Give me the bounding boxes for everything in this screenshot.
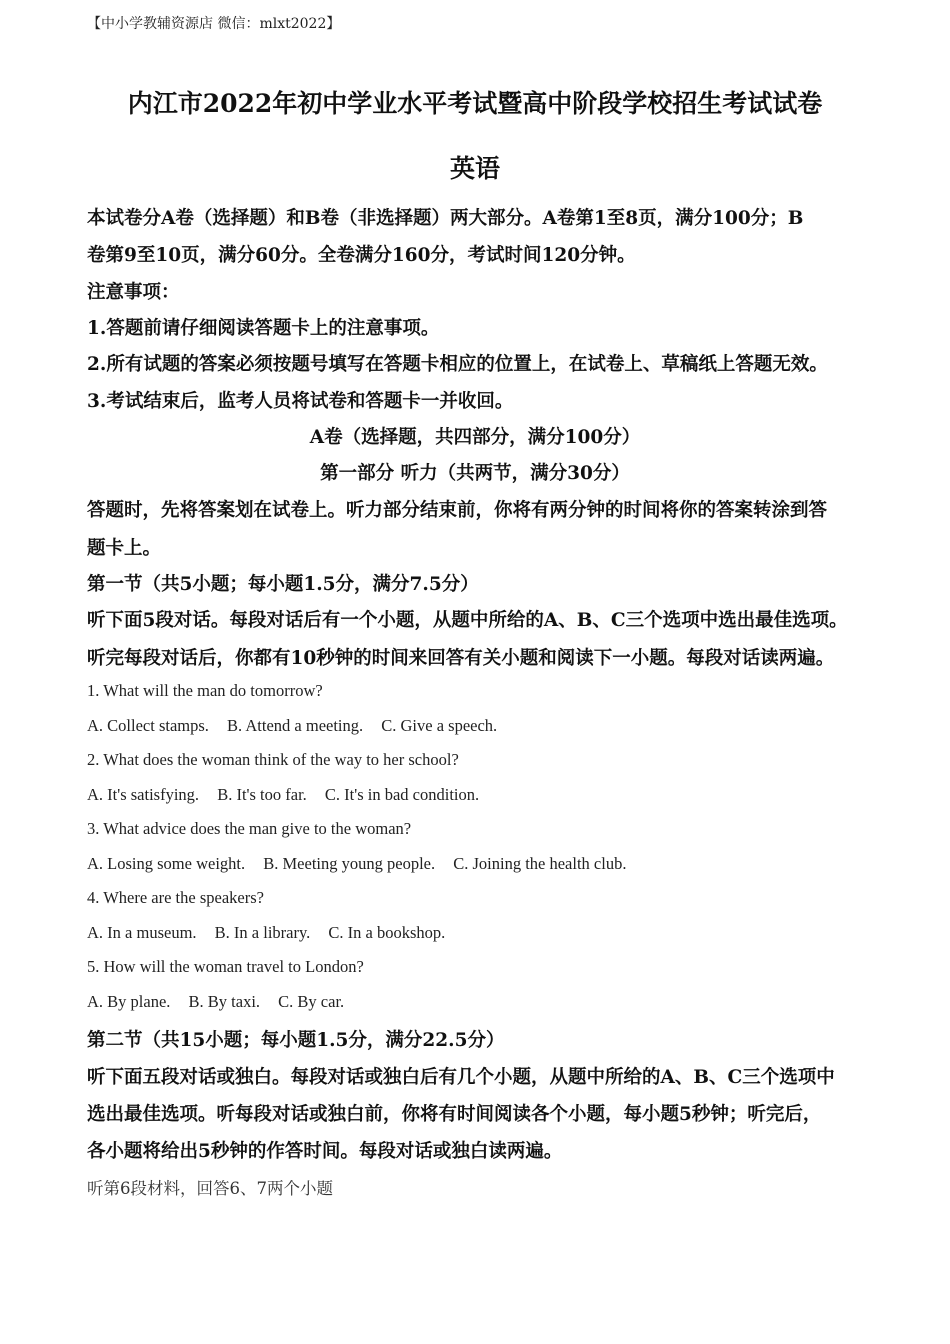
question-3: 3. What advice does the man give to the woman? <box>87 819 412 838</box>
section2-instruction-3: 各小题将给出5秒钟的作答时间。每段对话或独白读两遍。 <box>87 1141 563 1162</box>
question-5: 5. How will the woman travel to London? <box>87 957 364 976</box>
option-b: B. By taxi. <box>188 992 261 1011</box>
material-6-prompt: 听第6段材料，回答6、7两个小题 <box>87 1179 333 1198</box>
intro-line-1: 本试卷分A卷（选择题）和B卷（非选择题）两大部分。A卷第1至8页，满分100分；B <box>87 208 804 229</box>
part1-title: 第一部分 听力（共两节，满分30分） <box>320 463 630 484</box>
exam-title: 内江市2022年初中学业水平考试暨高中阶段学校招生考试试卷 <box>127 89 823 118</box>
option-c: C. In a bookshop. <box>328 923 446 942</box>
option-c: C. It's in bad condition. <box>324 785 480 804</box>
note-1: 1.答题前请仔细阅读答题卡上的注意事项。 <box>87 318 440 339</box>
option-b: B. It's too far. <box>217 785 307 804</box>
question-1-options <box>87 716 497 736</box>
part1-instruction-2: 题卡上。 <box>87 538 162 559</box>
question-1: 1. What will the man do tomorrow? <box>87 681 323 700</box>
intro-line-2: 卷第9至10页，满分60分。全卷满分160分，考试时间120分钟。 <box>87 245 636 266</box>
option-b: B. In a library. <box>214 923 311 942</box>
option-c: C. Give a speech. <box>381 716 498 735</box>
question-2-options <box>87 785 479 805</box>
paper-a-title: A卷（选择题，共四部分，满分100分） <box>309 427 641 448</box>
question-2: 2. What does the woman think of the way to her school? <box>87 750 459 769</box>
option-a: A. Collect stamps. <box>87 716 209 735</box>
option-a: A. Losing some weight. <box>87 854 246 873</box>
option-c: C. By car. <box>278 992 345 1011</box>
question-4-options <box>87 923 445 943</box>
notes-title: 注意事项： <box>87 282 180 303</box>
option-b: B. Attend a meeting. <box>227 716 364 735</box>
part1-instruction-1: 答题时，先将答案划在试卷上。听力部分结束前，你将有两分钟的时间将你的答案转涂到答 <box>87 500 828 521</box>
section2-title: 第二节（共15小题；每小题1.5分，满分22.5分） <box>87 1030 505 1051</box>
subject-title: 英语 <box>449 154 500 183</box>
note-2: 2.所有试题的答案必须按题号填写在答题卡相应的位置上，在试卷上、草稿纸上答题无效。 <box>87 354 828 375</box>
section2-instruction-1: 听下面五段对话或独白。每段对话或独白后有几个小题，从题中所给的A、B、C三个选项中 <box>87 1067 835 1088</box>
question-3-options <box>87 854 626 874</box>
option-c: C. Joining the health club. <box>453 854 627 873</box>
option-a: A. In a museum. <box>87 923 197 942</box>
question-5-options <box>87 992 344 1012</box>
option-a: A. By plane. <box>87 992 171 1011</box>
note-3: 3.考试结束后，监考人员将试卷和答题卡一并收回。 <box>87 391 514 412</box>
option-b: B. Meeting young people. <box>263 854 436 873</box>
question-4: 4. Where are the speakers? <box>87 888 264 907</box>
section2-instruction-2: 选出最佳选项。听每段对话或独白前，你将有时间阅读各个小题，每小题5秒钟；听完后， <box>87 1104 822 1125</box>
section1-instruction-2: 听完每段对话后，你都有10秒钟的时间来回答有关小题和阅读下一小题。每段对话读两遍。 <box>87 648 835 669</box>
option-a: A. It's satisfying. <box>87 785 200 804</box>
section1-title: 第一节（共5小题；每小题1.5分，满分7.5分） <box>87 574 479 595</box>
header-watermark: 【中小学教辅资源店 微信：mlxt2022】 <box>87 16 341 32</box>
section1-instruction-1: 听下面5段对话。每段对话后有一个小题，从题中所给的A、B、C三个选项中选出最佳选项。 <box>87 610 848 631</box>
